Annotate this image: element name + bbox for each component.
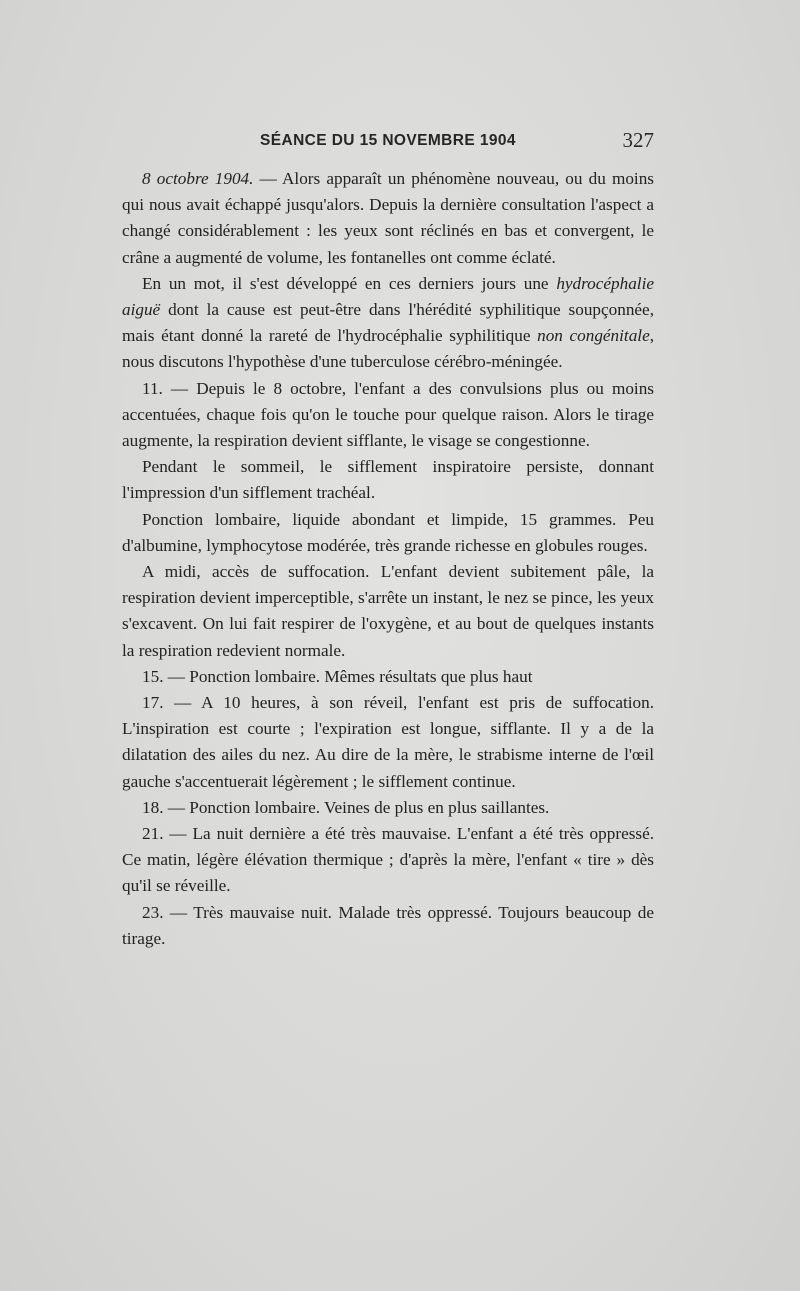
paragraph-text: , nous discutons l'hypothèse d'une tuberculose cérébro-méningée. (122, 326, 654, 372)
paragraph-text: — Alors apparaît un phénomène nouveau, ou du moins qui nous avait échappé jusqu'alors. Depuis la dernière consultation l'aspect a changé considérablement : les yeux sont réclinés en bas et convergent, le crâne a augmenté de volume, les fontanelles ont comme éclaté. (122, 169, 654, 267)
paragraph-15: 15. — Ponction lombaire. Mêmes résultats que plus haut (142, 666, 533, 686)
paragraph-midi: A midi, accès de suffocation. L'enfant devient subitement pâle, la respiration devient imperceptible, s'arrête un instant, le nez se pince, les yeux s'excavent. On lui fait respirer de l'oxygène, et au bout de quelques instants la respiration redevient normale. (122, 562, 654, 660)
paragraph-8-octobre (122, 166, 654, 271)
italic-term: hydrocéphalie aiguë (122, 273, 654, 320)
paragraph-ponction: Ponction lombaire, liquide abondant et limpide, 15 grammes. Peu d'albumine, lymphocytose modérée, très grande richesse en globules rouges. (122, 509, 654, 555)
paragraph-11: 11. — Depuis le 8 octobre, l'enfant a des convulsions plus ou moins accentuées, chaque fois qu'on le touche pour quelque raison. Alors le tirage augmente, la respiration devient sifflante, le visage se congestionne. (122, 378, 654, 451)
paragraph-18: 18. — Ponction lombaire. Veines de plus en plus saillantes. (142, 797, 550, 817)
paragraph-text: En un mot, il s'est développé en ces derniers jours une (142, 273, 557, 293)
paragraph-17: 17. — A 10 heures, à son réveil, l'enfant est pris de suffocation. L'inspiration est courte ; l'expiration est longue, sifflante. Il y a de la dilatation des ailes du nez. Au dire de la mère, le strabisme interne de l'œil gauche s'accentuerait légèrement ; le sifflement continue. (122, 693, 654, 791)
running-title: SÉANCE DU 15 NOVEMBRE 1904 (260, 132, 516, 149)
paragraph-23: 23. — Très mauvaise nuit. Malade très oppressé. Toujours beaucoup de tirage. (122, 902, 654, 948)
body-text (122, 166, 654, 952)
paragraph-hydrocephalie (122, 271, 654, 376)
paragraph-sommeil: Pendant le sommeil, le sifflement inspiratoire persiste, donnant l'impression d'un sifflement trachéal. (122, 457, 654, 503)
italic-term: non congénitale (537, 326, 650, 346)
page-number: 327 (622, 128, 654, 152)
paragraph-21: 21. — La nuit dernière a été très mauvaise. L'enfant a été très oppressé. Ce matin, légère élévation thermique ; d'après la mère, l'enfant « tire » dès qu'il se réveille. (122, 824, 654, 896)
paragraph-text: dont la cause est peut-être dans l'hérédité syphilitique soupçonnée, mais étant donné la rareté de l'hydrocéphalie syphilitique (122, 300, 654, 346)
page-header (122, 130, 654, 154)
entry-date: 8 octobre 1904. (142, 169, 254, 188)
